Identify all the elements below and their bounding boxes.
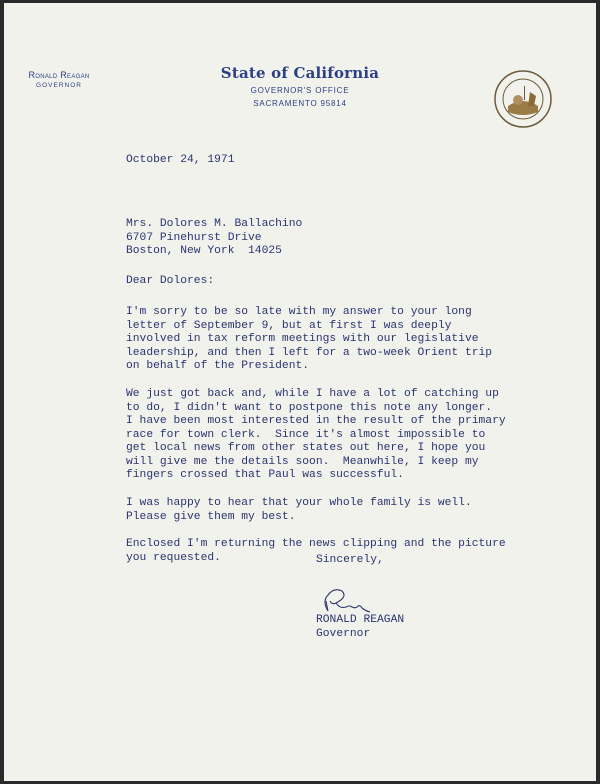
paragraph-2 <box>126 388 506 483</box>
sender-name: Ronald Reagan <box>28 70 90 80</box>
body-line: you requested. <box>126 551 221 564</box>
body-line: will give me the details soon. Meanwhile, I keep my <box>126 455 479 468</box>
salutation: Dear Dolores: <box>126 275 215 287</box>
body-line: fingers crossed that Paul was successful. <box>126 469 404 481</box>
signer-title: Governor <box>316 628 371 640</box>
letter-date: October 24, 1971 <box>126 154 235 166</box>
closing: Sincerely, <box>316 554 384 566</box>
body-line: I'm sorry to be so late with my answer to your long <box>126 306 472 318</box>
state-title: State of California <box>220 64 380 82</box>
body-line: on behalf of the President. <box>126 360 310 372</box>
state-seal-icon <box>494 70 552 128</box>
letterhead-center <box>200 64 400 108</box>
body-line: letter of September 9, but at first I was deeply <box>126 319 452 332</box>
office-line: GOVERNOR'S OFFICE <box>250 86 350 95</box>
body-line: to do, I didn't want to postpone this note any longer. <box>126 401 493 414</box>
recipient-line: 6707 Pinehurst Drive <box>126 231 262 244</box>
recipient-line: Boston, New York 14025 <box>126 245 282 257</box>
body-line: race for town clerk. Since it's almost impossible to <box>126 428 486 441</box>
letterhead-sender <box>0 70 118 89</box>
body-line: leadership, and then I left for a two-week Orient trip <box>126 346 493 359</box>
sender-title: GOVERNOR <box>36 82 82 89</box>
body-line: I have been most interested in the result of the primary <box>126 415 506 427</box>
paragraph-3 <box>126 497 472 524</box>
body-line: Please give them my best. <box>126 510 296 523</box>
body-line: I was happy to hear that your whole family is well. <box>126 497 472 509</box>
body-line: get local news from other states out here, I hope you <box>126 442 486 454</box>
paragraph-1 <box>126 306 492 374</box>
recipient-address <box>126 218 302 259</box>
recipient-line: Mrs. Dolores M. Ballachino <box>126 218 303 230</box>
city-line: SACRAMENTO 95814 <box>253 99 347 108</box>
body-line: We just got back and, while I have a lot of catching up <box>126 388 499 400</box>
body-line: involved in tax reform meetings with our legislative <box>126 333 479 345</box>
signer-name: RONALD REAGAN <box>316 614 405 626</box>
body-line: Enclosed I'm returning the news clipping and the picture <box>126 538 506 550</box>
